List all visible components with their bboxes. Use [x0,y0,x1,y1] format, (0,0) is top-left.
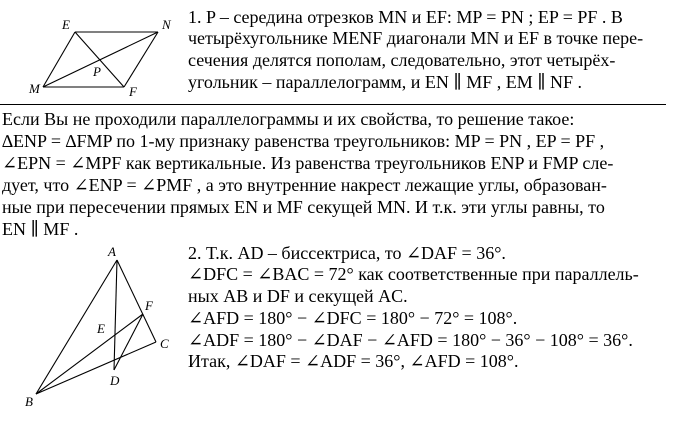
parallelogram-figure [26,16,186,98]
section2-line-3: ных AB и DF и секущей AC. [188,286,408,306]
alt-line-2: ∆ENP = ∆FMP по 1-му признаку равенства треугольников: MP = PN , EP = PF , [2,131,605,151]
section2-line-6: Итак, ∠DAF = ∠ADF = 36°, ∠AFD = 108°. [188,351,519,371]
segment-df [114,314,143,370]
alt-line-5: ные при пересечении прямых EN и MF секущей MN. И т.к. эти углы равны, то [2,197,605,217]
section1-line-3: сечения делятся пополам, следовательно, этот четырёх- [188,50,616,70]
label-f: F [145,298,153,313]
section2-line-5: ∠ADF = 180° − ∠DAF − ∠AFD = 180° − 36° − 108° = 36°. [188,330,633,350]
alt-line-1: Если Вы не проходили параллелограммы и их свойства, то решение такое: [2,109,575,129]
triangle-figure [22,244,182,414]
section1-line-1: 1. P – середина отрезков MN и EF: MP = PN ; EP = PF . В [188,7,623,27]
section2-line-4: ∠AFD = 180° − ∠DFC = 180° − 72° = 108°. [188,308,518,328]
label-b: B [25,394,33,409]
label-e: E [62,17,70,32]
alt-line-3: ∠EPN = ∠MPF как вертикальные. Из равенства треугольников ENP и FMP сле- [2,153,614,173]
label-a: A [108,244,116,259]
section1-line-4: угольник – параллелограмм, и EN ∥ MF , EM ∥ NF . [188,72,583,92]
label-f: F [129,84,137,99]
section1-line-2: четырёхугольнике MENF диагонали MN и EF в точке пере- [188,28,644,48]
label-c: C [160,336,169,351]
label-e: E [97,321,105,336]
section2-line-1: 2. Т.к. AD – биссектриса, то ∠DAF = 36°. [188,243,506,263]
bisector-ad [114,260,117,370]
section-divider [0,104,666,105]
alt-line-6: EN ∥ MF . [2,219,79,239]
alt-line-4: дует, что ∠ENP = ∠PMF , а это внутренние накрест лежащие углы, образован- [2,175,607,195]
label-d: D [110,373,120,388]
label-p: P [93,64,101,79]
section2-line-2: ∠DFC = ∠BAC = 72° как соответственные при параллель- [188,264,639,284]
label-n: N [162,17,171,32]
label-m: M [29,81,40,96]
